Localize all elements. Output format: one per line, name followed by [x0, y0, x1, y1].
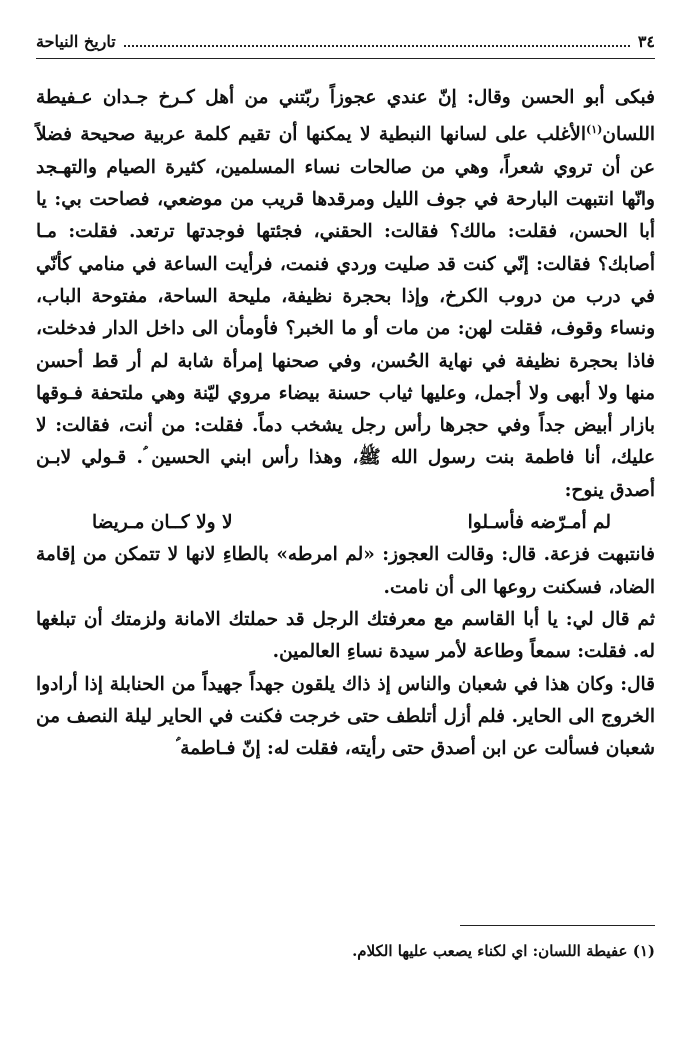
verse-second-hemistich: لا ولا كــان مـريضا: [92, 512, 233, 534]
footnote-marker: (١): [586, 123, 603, 137]
paragraph-3: ثم قال لي: يا أبا القاسم مع معرفتك الرجل قد حملتك الامانة ولزمتك أن تبلغها له. فقلت: سمعاً وطاعة لأمر سيدة نساءِ العالمين.: [36, 608, 655, 663]
paragraph-1: فبكى أبو الحسن وقال: إنّ عندي عجوزاً ربّتني من أهل كـرخ جـدان عـفيطة اللسان$^{(١)}$الأغلب على لسانها النبطية لا يمكنها أن تقيم كلمة عربية صحيحة فضلاً عن أن تروي شعراً، وهي من صالحات نساء المسلمين، كثيرة الصيام والتهـجد وانّها انتبهت البارحة في جوف الليل ومرقدها قريب من موضعي، فصاحت بي: يا أبا الحسن، فقلت: مالك؟ فقالت: الحقني، فجئتها فوجدتها ترتعد. فقلت: مـا أصابك؟ فقالت: إنّي كنت قد صليت وردي فنمت، فرأيت الساعة في منامي كأنّي في درب من دروب الكرخ، وإذا بحجرة نظيفة، مليحة الساحة، مفتوحة الباب، ونساء وقوف، فقلت لهن: من مات أو ما الخبر؟ فأومأن الى داخل الدار فدخلت، فاذا بحجرة نظيفة في نهاية الحُسن، وفي صحنها إمرأة شابة لم أر قط أحسن منها ولا أبهى ولا أجمل، وعليها ثياب حسنة بيضاء مروي ليّنة وهي ملتحفة فـوقها بازار أبيض جداً وفي حجرها رأس رجل يشخب دماً. فقلت: من أنت، فقالت: لا عليك، أنا فاطمة بنت رسول الله ﷺ، وهذا رأس ابني الحسين ؑ. قـولي لابـن أصدق ينوح:: [36, 87, 655, 501]
chapter-title: تاريخ النياحة: [36, 31, 116, 51]
page-number: ٣٤: [637, 31, 655, 51]
footnote-rule: [460, 925, 655, 926]
main-text: [36, 82, 655, 765]
header-dot-leader: [124, 35, 630, 47]
paragraph-4: قال: وكان هذا في شعبان والناس إذ ذاك يلقون جهداً جهيداً من الحنابلة إذا أرادوا الخروج الى الحاير. فلم أزل أتلطف حتى خرجت فكنت في الحاير ليلة النصف من شعبان فسألت عن ابن أصدق حتى رأيته، فقلت له: إنّ فـاطمة ؑ: [36, 673, 655, 760]
running-header: [36, 26, 655, 56]
footnote-text: عفيطة اللسان: اي لكناء يصعب عليها الكلام.: [352, 942, 628, 960]
footnote-number: (١): [632, 942, 655, 960]
footnote: [36, 940, 655, 962]
paragraph-2: فانتبهت فزعة. قال: وقالت العجوز: «لم امرطه» بالطاءِ لانها لا تتمكن من إقامة الضاد، فسكنت روعها الى أن نامت.: [36, 544, 655, 598]
verse-first-hemistich: لم أمـرّضه فأسـلوا: [467, 512, 611, 534]
header-rule: [36, 58, 655, 59]
poem-verse: [36, 507, 655, 539]
